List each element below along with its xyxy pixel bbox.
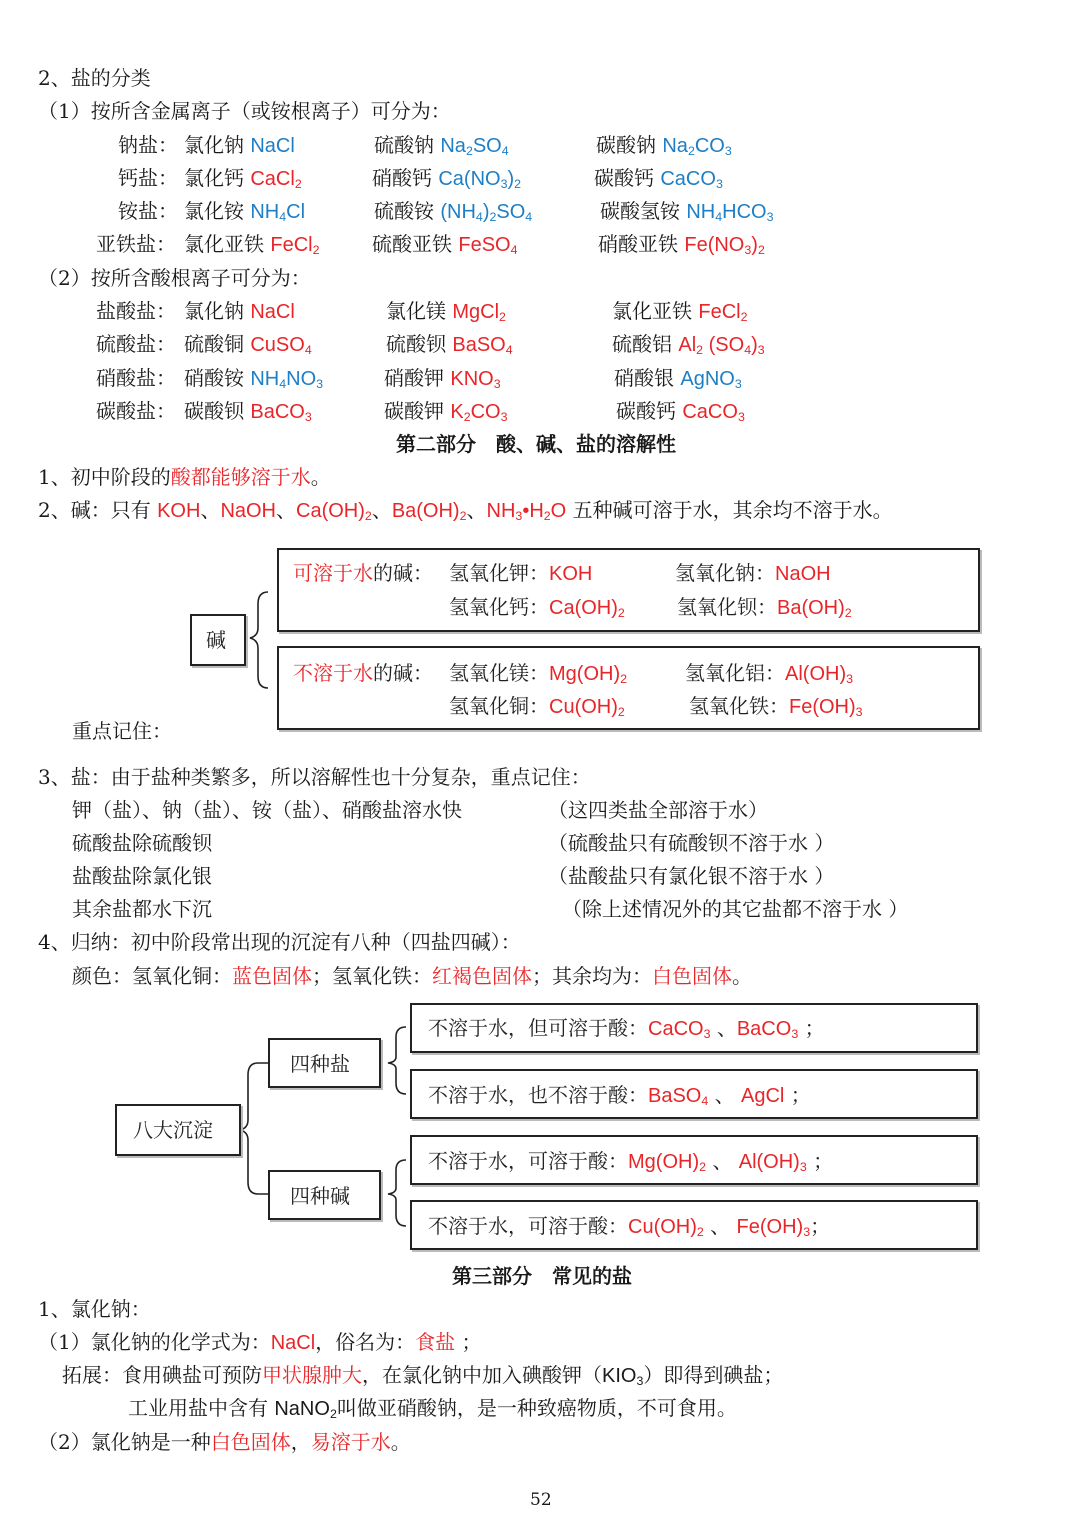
formula-kio3: $KIO_3$: [602, 1365, 644, 1389]
formula-naoh: NaOH: [220, 500, 277, 522]
formula-nano2: NaNO$_2$: [274, 1398, 337, 1422]
salt-entry: 氯化钙 CaCl$_2$: [184, 166, 302, 192]
chemical-formula: FeCl$_2$: [698, 301, 748, 325]
precip-box-mg-al-hydroxides: 不溶于水，可溶于酸：$Mg(OH)_2$ 、 $Al(OH)_3$ ；: [410, 1135, 978, 1185]
salt-entry: 硝酸钙 $Ca(NO_3)_2$: [372, 166, 522, 192]
nacl-section-title: 1、氯化钠：: [38, 1297, 151, 1321]
chemical-formula: $(NH_4)_2SO_4$: [440, 201, 533, 225]
subsection-title-by-acid-radical: （2）按所含酸根离子可分为：: [38, 266, 311, 290]
insoluble-mgoh2: 氢氧化镁：$Mg(OH)_2$: [449, 661, 628, 687]
row-label: 盐酸盐：: [96, 299, 176, 323]
soluble-caoh2: 氢氧化钙：$Ca(OH)_2$: [449, 595, 625, 621]
four-bases-label: 四种碱: [290, 1184, 350, 1208]
salt-entry: 氯化镁 MgCl$_2$: [386, 299, 506, 325]
chemical-formula: $Na_2CO_3$: [662, 135, 732, 159]
chemical-formula: FeCl$_2$: [270, 234, 320, 258]
base-line-suffix: 五种碱可溶于水，其余均不溶于水。: [572, 498, 893, 522]
precipitate-root-label: 八大沉淀: [133, 1118, 213, 1142]
soluble-bases-box: [277, 548, 980, 632]
section-title-salt-classification: 2、盐的分类: [38, 66, 151, 90]
insoluble-feoh3: 氢氧化铁：$Fe(OH)_3$: [689, 694, 863, 720]
salt-entry: 硫酸钡 BaSO$_4$: [386, 332, 513, 358]
salt-entry: 碳酸钠 $Na_2CO_3$: [596, 133, 732, 159]
formula-nh3h2o: $NH_3•H_2O$: [486, 500, 567, 524]
chemical-formula: BaSO$_4$: [452, 334, 513, 358]
chemical-formula: $Ca(NO_3)_2$: [438, 168, 522, 192]
salt-entry: 硝酸钾 $KNO_3$: [384, 366, 501, 392]
salt-entry: 氯化钠 NaCl: [184, 133, 295, 157]
four-bases-box: [268, 1170, 381, 1220]
chemical-formula: $NH_4Cl$: [250, 201, 306, 225]
part3-title: 第三部分 常见的盐: [452, 1264, 632, 1288]
salt-entry: 碳酸钡 BaCO$_3$: [184, 399, 312, 425]
row-label: 铵盐：: [118, 199, 178, 223]
row-label: 钠盐：: [118, 133, 178, 157]
salt-entry: 硫酸铵 $(NH_4)_2SO_4$: [374, 199, 533, 225]
nacl-property-line: （2）氯化钠是一种白色固体，易溶于水。: [38, 1430, 411, 1454]
salt-rule-1-note: （这四类盐全部溶于水）: [548, 798, 768, 822]
precip-box-carbonates: 不溶于水，但可溶于酸：CaCO$_3$ 、BaCO$_3$ ；: [410, 1003, 978, 1053]
precipitate-summary-title: 4、归纳：初中阶段常出现的沉淀有八种（四盐四碱）：: [38, 930, 521, 954]
salt-entry: 氯化亚铁 FeCl$_2$: [612, 299, 748, 325]
soluble-koh: 氢氧化钾：KOH: [449, 561, 593, 585]
chemical-formula: $K_2CO_3$: [450, 401, 508, 425]
chemical-formula: CaCl$_2$: [250, 168, 302, 192]
base-solubility-line: 2、碱：只有 KOH、NaOH、$Ca(OH)_2$、$Ba(OH)_2$、$NH_3•H_2O$ 五种碱可溶于水，其余均不溶于水。: [38, 498, 893, 524]
nacl-formula-line: （1）氯化钠的化学式为：NaCl，俗名为：食盐 ；: [38, 1330, 482, 1354]
formula-caoh2: $Ca(OH)_2$: [296, 500, 372, 524]
salt-solubility-title: 3、盐：由于盐种类繁多，所以溶解性也十分复杂，重点记住：: [38, 765, 591, 789]
chemical-formula: FeSO$_4$: [458, 234, 518, 258]
chemical-formula: NaCl: [250, 135, 295, 157]
insoluble-bases-box: [277, 646, 980, 730]
insoluble-cuoh2: 氢氧化铜：$Cu(OH)_2$: [449, 694, 625, 720]
precipitate-colors-line: 颜色：氢氧化铜：蓝色固体；氢氧化铁：红褐色固体；其余均为：白色固体。: [72, 964, 752, 988]
salt-entry: 碳酸钙 CaCO$_3$: [616, 399, 745, 425]
chemical-formula: $NH_4NO_3$: [250, 368, 324, 392]
row-label: 钙盐：: [118, 166, 178, 190]
soluble-naoh: 氢氧化钠：NaOH: [675, 561, 831, 585]
acid-line-prefix: 1、初中阶段的: [38, 465, 171, 489]
salt-entry: 碳酸氢铵 $NH_4HCO_3$: [600, 199, 774, 225]
precipitate-root-box: [115, 1104, 241, 1156]
row-label: 硝酸盐：: [96, 366, 176, 390]
row-label: 硫酸盐：: [96, 332, 176, 356]
precip-box-cu-fe-hydroxides: 不溶于水，可溶于酸：$Cu(OH)_2$ 、 $Fe(OH)_3$；: [410, 1200, 978, 1250]
chemical-formula: CaCO$_3$: [682, 401, 745, 425]
salt-entry: 硝酸银 AgNO$_3$: [614, 366, 742, 392]
soluble-bases-heading: 可溶于水的碱：: [293, 561, 433, 585]
salt-rule-2: 硫酸盐除硫酸钡: [72, 831, 212, 855]
base-root-label: 碱: [206, 628, 226, 652]
industrial-salt-line: 工业用盐中含有 NaNO$_2$叫做亚硝酸钠，是一种致癌物质，不可食用。: [128, 1396, 737, 1422]
salt-entry: 硫酸铝 $Al_2$ $(SO_4)_3$: [612, 332, 765, 358]
chemical-formula: BaCO$_3$: [250, 401, 312, 425]
formula-koh: KOH: [157, 500, 201, 522]
salt-entry: 硫酸钠 $Na_2SO_4$: [374, 133, 509, 159]
acid-line-highlight: 酸都能够溶于水: [170, 465, 311, 489]
salt-rule-1: 钾（盐）、钠（盐）、铵（盐）、硝酸盐溶水快: [72, 798, 462, 822]
four-salts-label: 四种盐: [290, 1052, 350, 1076]
salt-rule-4: 其余盐都水下沉: [72, 897, 212, 921]
salt-entry: 硝酸亚铁 $Fe(NO_3)_2$: [598, 232, 765, 258]
row-label: 亚铁盐：: [96, 232, 176, 256]
iodized-salt-line: 拓展：食用碘盐可预防甲状腺肿大，在氯化钠中加入碘酸钾$(KIO_3)$即得到碘盐；: [62, 1363, 784, 1389]
salt-entry: 氯化铵 $NH_4Cl$: [184, 199, 306, 225]
insoluble-aloh3: 氢氧化铝：$Al(OH)_3$: [685, 661, 854, 687]
chemical-formula: NaCl: [250, 301, 295, 323]
acid-line-end: 。: [310, 465, 331, 489]
insoluble-bases-heading: 不溶于水的碱：: [293, 661, 433, 685]
chemical-formula: $Na_2SO_4$: [440, 135, 509, 159]
salt-entry: 硝酸铵 $NH_4NO_3$: [184, 366, 324, 392]
row-label: 碳酸盐：: [96, 399, 176, 423]
salt-entry: 碳酸钙 CaCO$_3$: [594, 166, 723, 192]
salt-entry: 硫酸亚铁 FeSO$_4$: [372, 232, 518, 258]
salt-entry: 碳酸钾 $K_2CO_3$: [384, 399, 508, 425]
chemical-formula: AgNO$_3$: [680, 368, 742, 392]
chemical-formula: MgCl$_2$: [452, 301, 506, 325]
part2-title: 第二部分 酸、碱、盐的溶解性: [396, 432, 676, 456]
remember-label: 重点记住：: [72, 719, 172, 743]
salt-rule-2-note: （硫酸盐只有硫酸钡不溶于水 ）: [548, 831, 835, 855]
chemical-formula: CuSO$_4$: [250, 334, 312, 358]
salt-rule-3: 盐酸盐除氯化银: [72, 864, 212, 888]
base-root-box: [190, 614, 246, 666]
formula-baoh2: $Ba(OH)_2$: [391, 500, 467, 524]
precip-box-sulfate-chloride: 不溶于水，也不溶于酸：BaSO$_4$ 、 AgCl ；: [410, 1069, 978, 1119]
salt-rule-4-note: （除上述情况外的其它盐都不溶于水 ）: [562, 897, 909, 921]
chemical-formula: $Al_2$ $(SO_4)_3$: [678, 334, 765, 358]
salt-rule-3-note: （盐酸盐只有氯化银不溶于水 ）: [548, 864, 835, 888]
four-salts-box: [268, 1038, 381, 1088]
chemical-formula: $KNO_3$: [450, 368, 501, 392]
chemical-formula: $Fe(NO_3)_2$: [684, 234, 765, 258]
soluble-baoh2: 氢氧化钡：$Ba(OH)_2$: [677, 595, 852, 621]
chemical-formula: $NH_4HCO_3$: [686, 201, 774, 225]
page-number: 52: [530, 1490, 552, 1510]
chemical-formula: CaCO$_3$: [660, 168, 723, 192]
salt-entry: 氯化亚铁 FeCl$_2$: [184, 232, 320, 258]
salt-entry: 氯化钠 NaCl: [184, 299, 295, 323]
subsection-title-by-metal: （1）按所含金属离子（或铵根离子）可分为：: [38, 99, 451, 123]
base-line-prefix: 2、碱：只有: [38, 498, 151, 522]
salt-entry: 硫酸铜 CuSO$_4$: [184, 332, 312, 358]
